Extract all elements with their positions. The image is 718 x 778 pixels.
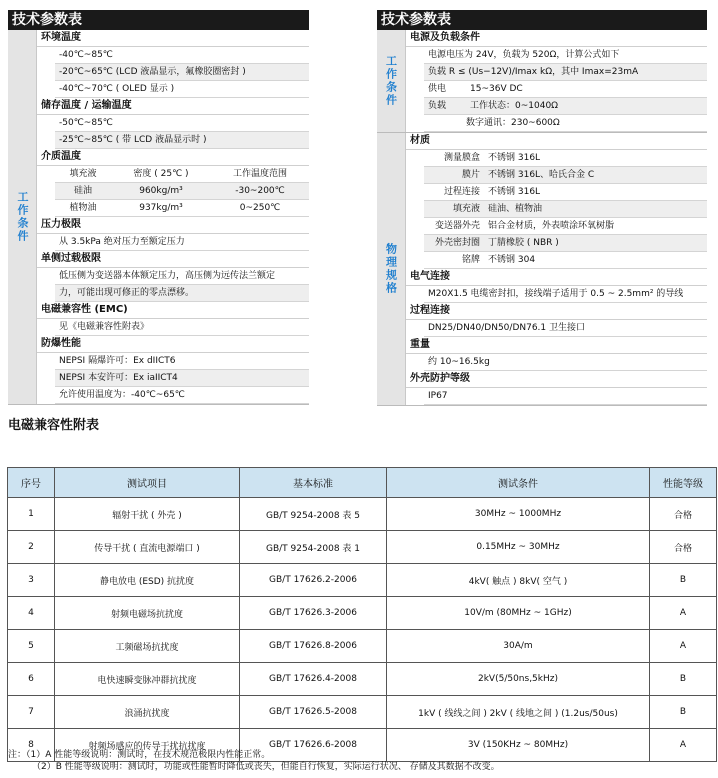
table-row — [8, 597, 717, 630]
cell-condition: 3V (150KHz ~ 80MHz) — [387, 729, 650, 762]
material-value: 不锈钢 316L — [488, 187, 541, 197]
material-key: 外壳密封圈 — [434, 238, 480, 248]
col-header-item: 测试项目 — [55, 468, 240, 498]
cell-grade: A — [650, 729, 717, 762]
table-row — [8, 663, 717, 696]
supply-value: 15~36V DC — [470, 84, 523, 94]
cell-grade: 合格 — [650, 498, 717, 531]
cell-grade: A — [650, 630, 717, 663]
material-value: 不锈钢 304 — [488, 255, 536, 265]
medium-temp-row — [55, 200, 309, 217]
medium-temp-row — [55, 183, 309, 200]
left-section-title: 技术参数表 — [8, 10, 309, 30]
cell-item: 静电放电 (ESD) 抗扰度 — [55, 564, 240, 597]
material-heading: 材质 — [406, 133, 707, 150]
electrical-item: M20X1.5 电缆密封扣，接线端子适用于 0.5 ~ 2.5mm² 的导线 — [424, 286, 707, 303]
footnote-line: 注：（1）A 性能等级说明：测试时，在技术规范极限内性能正常。 — [8, 750, 271, 760]
cell-condition: 2kV(5/50ns,5kHz) — [387, 663, 650, 696]
material-key: 膜片 — [461, 170, 480, 180]
medium-temp-heading: 介质温度 — [37, 149, 309, 166]
table-row — [8, 696, 717, 729]
explosion-heading: 防爆性能 — [37, 336, 309, 353]
explosion-item: 允许使用温度为：-40℃~65℃ — [55, 387, 309, 404]
load-value-2: 数字通讯：230~600Ω — [466, 118, 560, 128]
table-row — [8, 630, 717, 663]
cell-no: 8 — [8, 729, 55, 762]
pressure-limit-heading: 压力极限 — [37, 217, 309, 234]
material-key: 测量膜盒 — [443, 153, 480, 163]
col-header-no: 序号 — [8, 468, 55, 498]
medium-density: 937kg/m³ — [139, 203, 183, 213]
material-value: 不锈钢 316L — [488, 153, 541, 163]
cell-item: 射频电磁场抗扰度 — [55, 597, 240, 630]
material-row — [424, 252, 707, 269]
overload-item: 低压侧为变送器本体额定压力，高压侧为远传法兰额定 — [55, 268, 309, 285]
physical-group — [377, 133, 707, 406]
cell-standard: GB/T 9254-2008 表 5 — [240, 498, 387, 531]
cell-item: 射频场感应的传导干扰抗扰度 — [55, 729, 240, 762]
cell-condition: 0.15MHz ~ 30MHz — [387, 531, 650, 564]
env-temp-heading: 环境温度 — [37, 30, 309, 47]
cell-standard: GB/T 17626.4-2008 — [240, 663, 387, 696]
phys-content — [406, 133, 707, 405]
storage-temp-item: -50℃~85℃ — [55, 115, 309, 132]
load-value-1: 工作状态：0~1040Ω — [470, 101, 559, 111]
pressure-limit-item: 从 3.5kPa 绝对压力至额定压力 — [55, 234, 309, 251]
cell-grade: A — [650, 597, 717, 630]
table-row — [8, 531, 717, 564]
explosion-item: NEPSI 本安许可：Ex iaIICT4 — [55, 370, 309, 387]
cell-standard: GB/T 17626.3-2006 — [240, 597, 387, 630]
cell-item: 辐射干扰 ( 外壳 ) — [55, 498, 240, 531]
material-value: 不锈钢 316L、哈氏合金 C — [488, 170, 595, 180]
material-row — [424, 184, 707, 201]
medium-col-fluid: 填充液 — [69, 169, 97, 179]
medium-fluid: 植物油 — [69, 203, 97, 213]
cell-condition: 10V/m (80MHz ~ 1GHz) — [387, 597, 650, 630]
power-line: 电源电压为 24V，负载为 520Ω，计算公式如下 — [424, 47, 707, 64]
cell-no: 1 — [8, 498, 55, 531]
cell-item: 传导干扰 ( 直流电源端口 ) — [55, 531, 240, 564]
power-heading: 电源及负载条件 — [406, 30, 707, 47]
process-heading: 过程连接 — [406, 303, 707, 320]
medium-range: 0~250℃ — [239, 203, 281, 213]
medium-temp-header-row — [55, 166, 309, 183]
phys-side-label — [377, 133, 406, 405]
cell-item: 浪涌抗扰度 — [55, 696, 240, 729]
right-spec-section — [377, 10, 707, 406]
emc-heading: 电磁兼容性 (EMC) — [37, 302, 309, 319]
electrical-heading: 电气连接 — [406, 269, 707, 286]
material-row — [424, 167, 707, 184]
material-row — [424, 235, 707, 252]
material-row — [424, 201, 707, 218]
col-header-standard: 基本标准 — [240, 468, 387, 498]
col-header-grade: 性能等级 — [650, 468, 717, 498]
material-key: 填充液 — [452, 204, 480, 214]
process-item: DN25/DN40/DN50/DN76.1 卫生接口 — [424, 320, 707, 337]
side-label-text: 工作条件 — [16, 191, 29, 243]
cell-standard: GB/T 17626.6-2008 — [240, 729, 387, 762]
material-key: 变送器外壳 — [434, 221, 480, 231]
cell-grade: B — [650, 663, 717, 696]
cell-condition: 1kV ( 线线之间 ) 2kV ( 线地之间 ) (1.2us/50us) — [387, 696, 650, 729]
cell-no: 3 — [8, 564, 55, 597]
cell-no: 7 — [8, 696, 55, 729]
cell-condition: 30MHz ~ 1000MHz — [387, 498, 650, 531]
cell-item: 工频磁场抗扰度 — [55, 630, 240, 663]
cell-standard: GB/T 17626.8-2006 — [240, 630, 387, 663]
env-temp-item: -40℃~70℃ ( OLED 显示 ) — [55, 81, 309, 98]
weight-item: 约 10~16.5kg — [424, 354, 707, 371]
overload-item: 力，可能出现可修正的零点漂移。 — [55, 285, 309, 302]
power-line: 负载 R ≤ (Us−12V)/Imax kΩ，其中 Imax=23mA — [424, 64, 707, 81]
explosion-item: NEPSI 隔爆许可：Ex dIICT6 — [55, 353, 309, 370]
footnotes — [8, 749, 500, 773]
cell-no: 2 — [8, 531, 55, 564]
right-section-title: 技术参数表 — [377, 10, 707, 30]
protection-heading: 外壳防护等级 — [406, 371, 707, 388]
cell-standard: GB/T 9254-2008 表 1 — [240, 531, 387, 564]
cell-no: 6 — [8, 663, 55, 696]
storage-temp-heading: 储存温度 / 运输温度 — [37, 98, 309, 115]
left-spec-section — [8, 10, 309, 405]
table-row — [8, 564, 717, 597]
overload-heading: 单侧过载极限 — [37, 251, 309, 268]
emc-header-row — [8, 468, 717, 498]
cell-condition: 30A/m — [387, 630, 650, 663]
medium-fluid: 硅油 — [73, 186, 92, 196]
medium-range: -30~200℃ — [235, 186, 285, 196]
work-content — [406, 30, 707, 132]
cell-grade: B — [650, 696, 717, 729]
cell-no: 4 — [8, 597, 55, 630]
phys-side-label-text: 物理规格 — [384, 243, 398, 295]
emc-table — [7, 467, 717, 762]
left-side-label — [8, 30, 37, 404]
supply-key: 供电 — [428, 84, 447, 94]
emc-item: 见《电磁兼容性附表》 — [55, 319, 309, 336]
protection-item: IP67 — [424, 388, 707, 405]
cell-standard: GB/T 17626.2-2006 — [240, 564, 387, 597]
cell-standard: GB/T 17626.5-2008 — [240, 696, 387, 729]
weight-heading: 重量 — [406, 337, 707, 354]
cell-no: 5 — [8, 630, 55, 663]
left-content — [37, 30, 309, 404]
material-row — [424, 218, 707, 235]
env-temp-item: -20℃~65℃ (LCD 液晶显示，氟橡胶圈密封 ) — [55, 64, 309, 81]
env-temp-item: -40℃~85℃ — [55, 47, 309, 64]
emc-table-title: 电磁兼容性附表 — [8, 418, 100, 433]
work-side-label — [377, 30, 406, 132]
table-row — [8, 498, 717, 531]
work-conditions-group — [377, 30, 707, 133]
medium-col-range: 工作温度范围 — [232, 169, 287, 179]
supply-row — [424, 81, 707, 98]
material-value: 硅油、植物油 — [488, 204, 543, 214]
cell-grade: B — [650, 564, 717, 597]
cell-item: 电快速瞬变脉冲群抗扰度 — [55, 663, 240, 696]
load-key: 负载 — [428, 101, 447, 111]
col-header-condition: 测试条件 — [387, 468, 650, 498]
material-value: 铝合金材质，外表喷涂环氧树脂 — [488, 221, 615, 231]
cell-condition: 4kV( 触点 ) 8kV( 空气 ) — [387, 564, 650, 597]
material-key: 过程连接 — [443, 187, 480, 197]
footnote-line: （2）B 性能等级说明：测试时，功能或性能暂时降低或丧失，但能自行恢复，实际运行状况、 存储及其数据不改变。 — [32, 762, 500, 772]
medium-col-density: 密度 ( 25℃ ) — [133, 169, 189, 179]
load-row — [424, 98, 707, 115]
material-value: 丁腈橡胶 ( NBR ) — [488, 238, 559, 248]
storage-temp-item: -25℃~85℃ ( 带 LCD 液晶显示时 ) — [55, 132, 309, 149]
work-side-label-text: 工作条件 — [384, 55, 398, 107]
material-key: 铭牌 — [461, 255, 480, 265]
cell-grade: 合格 — [650, 531, 717, 564]
load-key-spacer — [424, 115, 464, 131]
medium-density: 960kg/m³ — [139, 186, 183, 196]
material-row — [424, 150, 707, 167]
load-row-2 — [424, 115, 707, 132]
